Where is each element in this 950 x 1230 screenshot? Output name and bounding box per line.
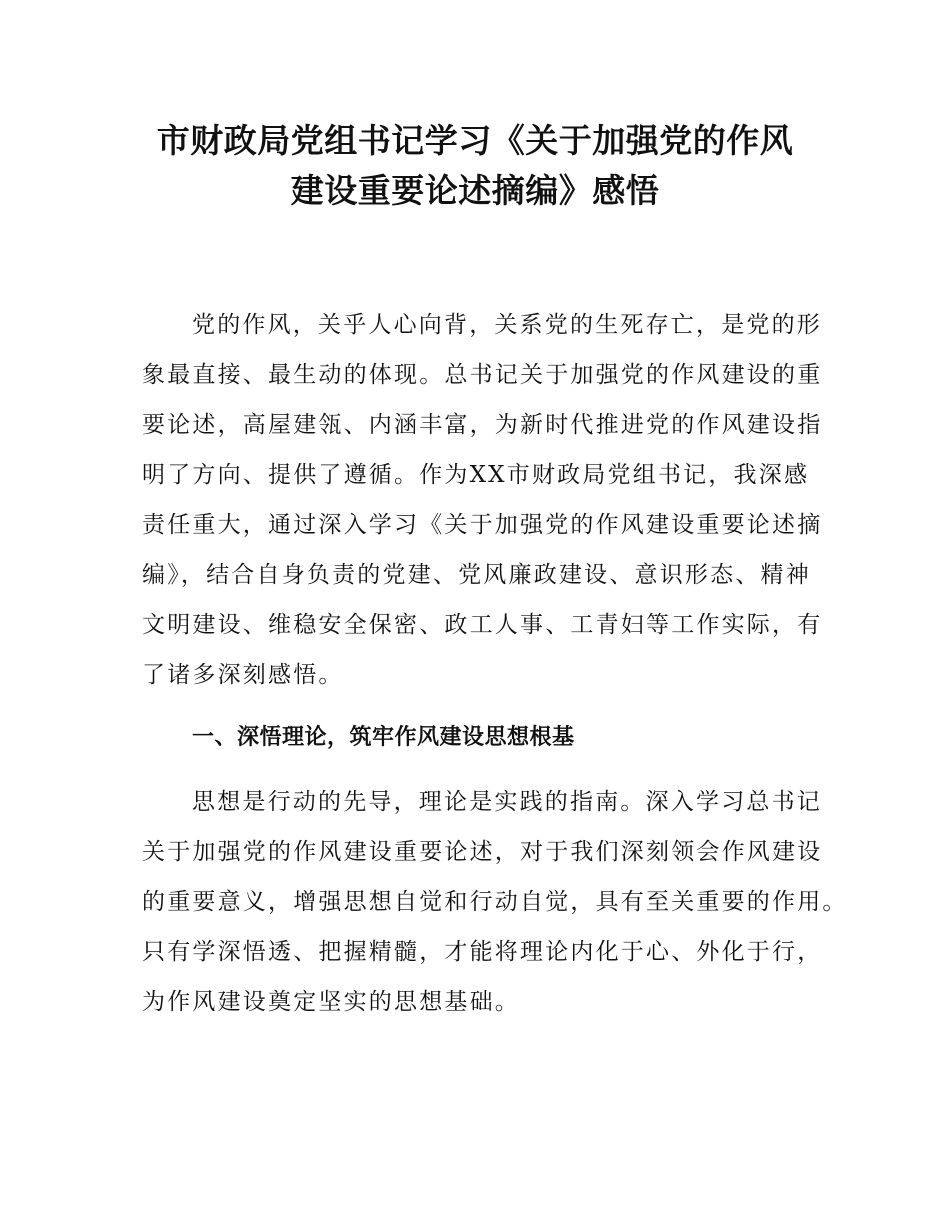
document-title: [140, 116, 810, 216]
paragraph-line: 象最直接、最生动的体现。总书记关于加强党的作风建设的重: [142, 362, 823, 388]
paragraph-line: 的重要意义，增强思想自觉和行动自觉，具有至关重要的作用。: [142, 889, 848, 915]
paragraph-line: 党的作风，关乎人心向背，关系党的生死存亡，是党的形: [192, 312, 822, 338]
paragraph-line: 责任重大，通过深入学习《关于加强党的作风建设重要论述摘: [142, 512, 823, 538]
title-line: 市财政局党组书记学习《关于加强党的作风: [156, 121, 794, 160]
paragraph-section1: [142, 777, 848, 1027]
paragraph-intro: [142, 300, 822, 700]
paragraph-line: 为作风建设奠定坚实的思想基础。: [142, 989, 520, 1015]
paragraph-line: 要论述，高屋建瓴、内涵丰富，为新时代推进党的作风建设指: [142, 412, 823, 438]
paragraph-line: 明了方向、提供了遵循。作为XX市财政局党组书记，我深感: [142, 462, 810, 488]
paragraph-line: 了诸多深刻感悟。: [142, 662, 344, 688]
section-heading: 一、深悟理论，筑牢作风建设思想根基: [192, 725, 575, 750]
title-line: 建设重要论述摘编》感悟: [290, 171, 660, 210]
paragraph-line: 只有学深悟透、把握精髓，才能将理论内化于心、外化于行，: [142, 939, 823, 965]
paragraph-line: 思想是行动的先导，理论是实践的指南。深入学习总书记: [192, 789, 822, 815]
paragraph-line: 编》，结合自身负责的党建、党风廉政建设、意识形态、精神: [142, 562, 811, 588]
paragraph-line: 文明建设、维稳安全保密、政工人事、工青妇等工作实际，有: [142, 612, 823, 638]
paragraph-line: 关于加强党的作风建设重要论述，对于我们深刻领会作风建设: [142, 839, 823, 865]
